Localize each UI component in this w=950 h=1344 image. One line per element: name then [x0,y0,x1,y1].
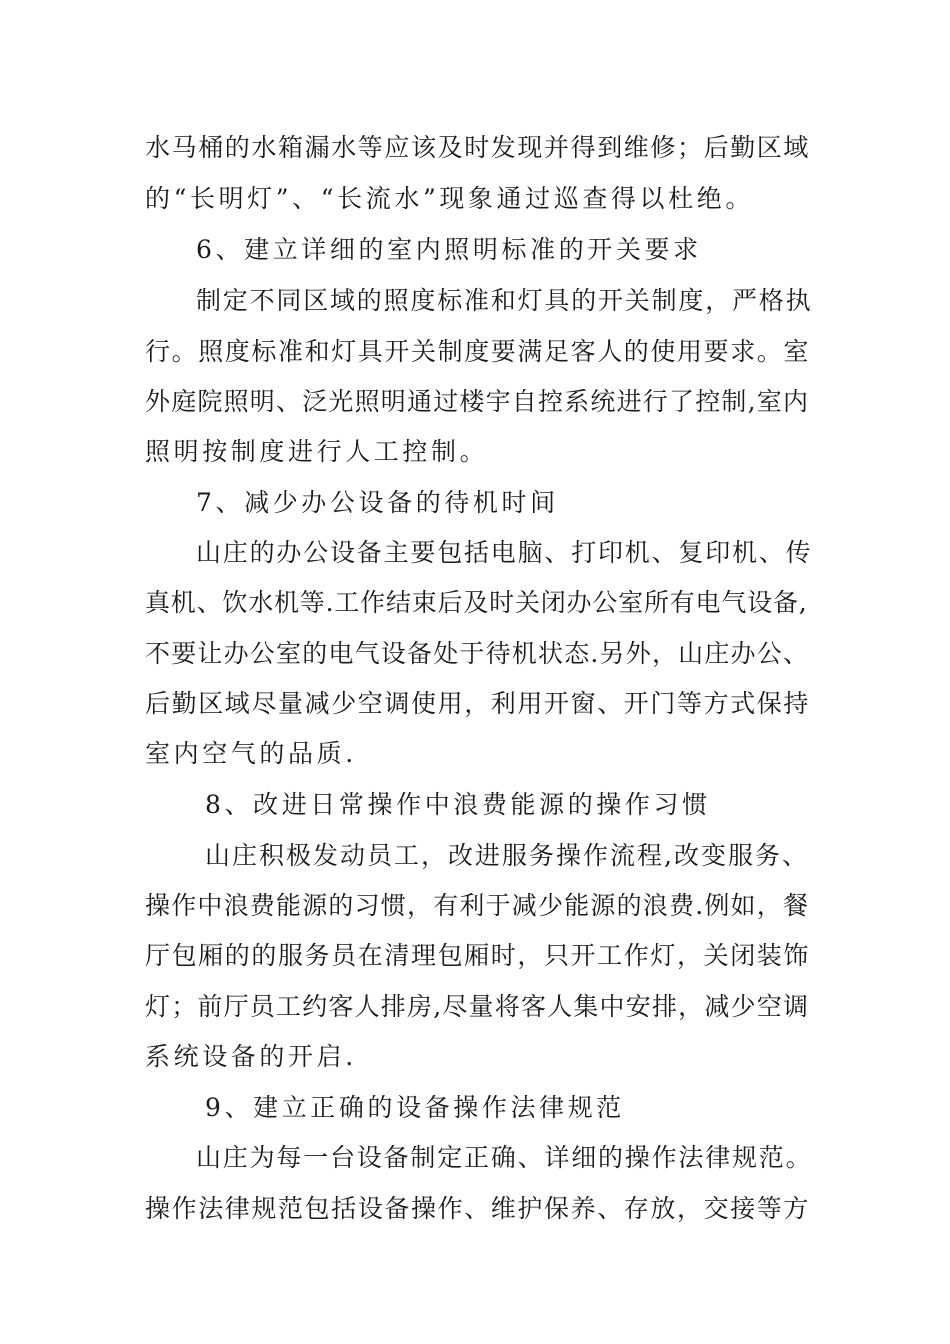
body-text-line: 山庄积极发动员工，改进服务操作流程,改变服务、 [205,841,809,870]
body-text-line: 灯；前厅员工约客人排房,尽量将客人集中安排，减少空调 [145,992,810,1021]
body-text-line: 系统设备的开启. [145,1042,357,1071]
section-heading: 6、建立详细的室内照明标准的开关要求 [196,235,702,264]
section-heading: 8、改进日常操作中浪费能源的操作习惯 [205,790,711,819]
body-text-line: 行。照度标准和灯具开关制度要满足客人的使用要求。室 [145,337,811,366]
section-heading: 9、建立正确的设备操作法律规范 [205,1093,625,1122]
body-text-line: 制定不同区域的照度标准和灯具的开关制度，严格执 [196,286,813,315]
body-text-line: 操作中浪费能源的习惯，有利于减少能源的浪费.例如，餐 [145,891,810,920]
body-text-line: 外庭院照明、泛光照明通过楼宇自控系统进行了控制,室内 [145,387,810,416]
body-text-line: 室内空气的品质. [145,739,357,768]
body-text-line: 操作法律规范包括设备操作、维护保养、存放，交接等方 [145,1194,811,1223]
body-text-line: 的“长明灯”、“长流水”现象通过巡查得以杜绝。 [145,184,754,213]
body-text-line: 真机、饮水机等.工作结束后及时关闭办公室所有电气设备, [145,588,808,617]
body-text-line: 水马桶的水箱漏水等应该及时发现并得到维修；后勤区域 [145,133,811,162]
body-text-line: 山庄的办公设备主要包括电脑、打印机、复印机、传 [196,538,813,567]
section-heading: 7、减少办公设备的待机时间 [196,488,559,517]
body-text-line: 不要让办公室的电气设备处于待机状态.另外，山庄办公、 [145,639,810,668]
body-text-line: 后勤区域尽量减少空调使用，利用开窗、开门等方式保持 [145,689,811,718]
body-text-line: 厅包厢的的服务员在清理包厢时，只开工作灯，关闭装饰 [145,941,811,970]
body-text-line: 山庄为每一台设备制定正确、详细的操作法律规范。 [196,1143,813,1172]
body-text-line: 照明按制度进行人工控制。 [145,437,489,466]
